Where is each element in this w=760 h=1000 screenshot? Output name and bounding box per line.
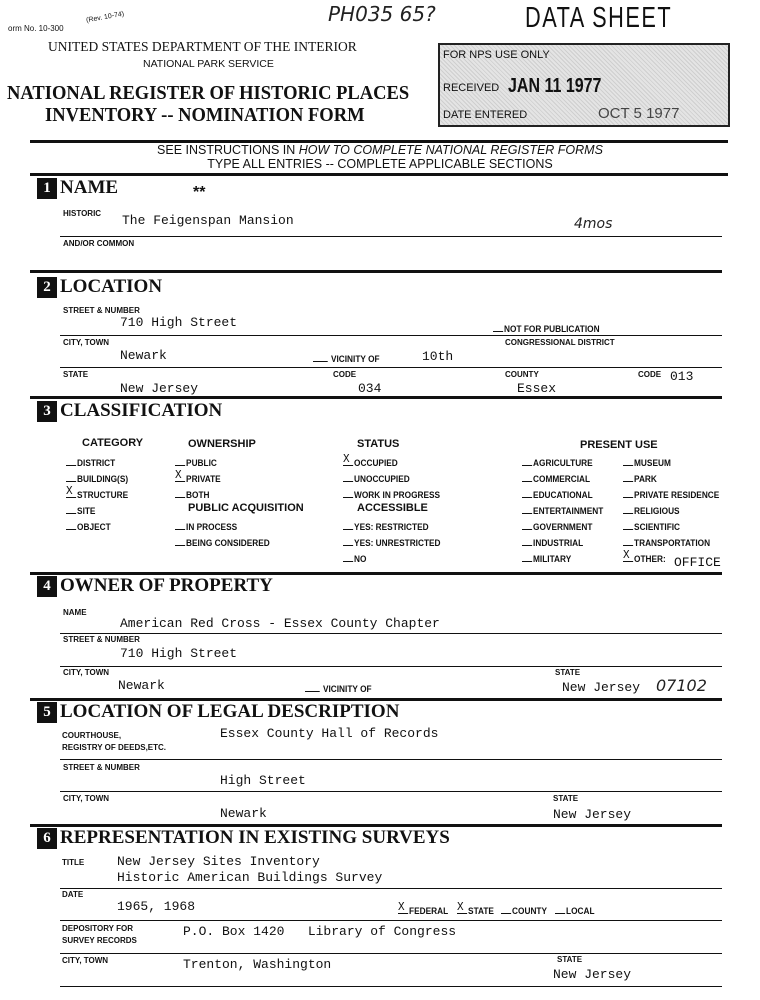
county-value: Essex <box>517 381 557 396</box>
checkbox-label: MUSEUM <box>634 458 671 468</box>
nps-heading: FOR NPS USE ONLY <box>443 49 550 61</box>
section-number: 4 <box>37 576 57 597</box>
checkbox-label: RELIGIOUS <box>634 506 680 516</box>
vicinity-checkbox[interactable] <box>313 353 380 364</box>
checkbox-label: MILITARY <box>533 554 572 564</box>
checkbox-label: VICINITY OF <box>322 684 372 694</box>
courthouse-label: COURTHOUSE, <box>62 731 122 740</box>
checkbox-military[interactable] <box>522 553 571 564</box>
courthouse-value: Essex County Hall of Records <box>220 726 439 741</box>
survey-city-label: CITY, TOWN <box>62 956 109 965</box>
checkbox-label: FEDERAL <box>409 906 449 916</box>
check-mark: X <box>456 900 464 914</box>
checkbox-other[interactable] <box>623 548 666 564</box>
checkbox-label: OBJECT <box>77 522 111 532</box>
section-number: 3 <box>37 401 57 422</box>
checkbox-label: EDUCATIONAL <box>533 490 593 500</box>
legal-city-label: CITY, TOWN <box>63 794 110 803</box>
state-code-value: 034 <box>358 381 382 396</box>
instructions-reference: HOW TO COMPLETE NATIONAL REGISTER FORMS <box>298 143 603 157</box>
owner-street-label: STREET & NUMBER <box>63 635 140 644</box>
legal-city-value: Newark <box>220 806 267 821</box>
divider <box>60 367 722 368</box>
owner-city-label: CITY, TOWN <box>63 668 110 677</box>
state-code-label: CODE <box>333 370 357 379</box>
section-surveys-header <box>37 827 450 849</box>
divider <box>60 335 722 336</box>
survey-state-label: STATE <box>557 955 583 964</box>
checkbox-label: WORK IN PROGRESS <box>354 490 441 500</box>
section-location-header <box>37 276 162 298</box>
owner-street-value: 710 High Street <box>120 646 238 661</box>
checkbox-label: OCCUPIED <box>354 458 398 468</box>
legal-state-value: New Jersey <box>553 807 632 822</box>
street-label: STREET & NUMBER <box>63 306 140 315</box>
checkbox-label: YES: RESTRICTED <box>354 522 429 532</box>
owner-name-label: NAME <box>63 608 87 617</box>
survey-title-label: TITLE <box>62 858 85 867</box>
checkbox-entertainment[interactable] <box>522 505 603 516</box>
check-mark: X <box>66 484 73 498</box>
owner-city-value: Newark <box>118 678 165 693</box>
section-title: CLASSIFICATION <box>60 400 223 421</box>
checkbox-private[interactable] <box>175 468 221 484</box>
checkbox-label: YES: UNRESTRICTED <box>354 538 441 548</box>
divider <box>60 986 722 987</box>
divider <box>60 953 722 954</box>
checkbox-agriculture[interactable] <box>522 457 593 468</box>
historic-label: HISTORIC <box>63 209 102 218</box>
section-title: LOCATION <box>60 276 163 297</box>
county-code-label: CODE <box>638 370 662 379</box>
checkbox-structure[interactable] <box>66 484 129 500</box>
section-number: 1 <box>37 178 57 199</box>
handwritten-note: 4mos <box>574 216 613 232</box>
checkbox-label: BEING CONSIDERED <box>186 538 270 548</box>
form-revision: (Rev. 10-74) <box>85 10 125 25</box>
legal-state-label: STATE <box>553 794 579 803</box>
checkbox-no[interactable] <box>343 553 366 564</box>
checkbox-yes-unrestricted[interactable] <box>343 537 441 548</box>
section-title: NAME <box>60 177 119 198</box>
handwritten-id: PH035 65? <box>328 2 436 26</box>
department: UNITED STATES DEPARTMENT OF THE INTERIOR <box>48 39 357 54</box>
congressional-district-value: 10th <box>422 349 454 364</box>
survey-records-label: SURVEY RECORDS <box>62 936 137 945</box>
divider <box>60 920 722 921</box>
checkbox-state[interactable] <box>456 900 494 916</box>
instructions-line2: TYPE ALL ENTRIES -- COMPLETE APPLICABLE SECTIONS <box>207 157 553 171</box>
checkbox-unoccupied[interactable] <box>343 473 410 484</box>
checkbox-park[interactable] <box>623 473 657 484</box>
ownership-heading: OWNERSHIP <box>188 438 256 450</box>
checkbox-being-considered[interactable] <box>175 537 270 548</box>
form-title-line2: INVENTORY -- NOMINATION FORM <box>45 105 365 126</box>
divider <box>30 396 722 399</box>
checkbox-label: PRIVATE RESIDENCE <box>634 490 720 500</box>
checkbox-label: OTHER: <box>634 554 666 564</box>
section-classification-header <box>37 400 222 422</box>
section-number: 2 <box>37 277 57 298</box>
checkbox-both[interactable] <box>175 489 210 500</box>
checkbox-commercial[interactable] <box>522 473 590 484</box>
checkbox-transportation[interactable] <box>623 537 710 548</box>
stars-mark: ** <box>193 184 206 201</box>
divider <box>60 236 722 237</box>
checkbox-in-process[interactable] <box>175 521 237 532</box>
check-mark: X <box>623 548 630 562</box>
owner-state-value: New Jersey <box>562 680 641 695</box>
checkbox-label: BOTH <box>186 490 210 500</box>
divider <box>60 791 722 792</box>
received-date: JAN 11 1977 <box>508 75 602 97</box>
checkbox-government[interactable] <box>522 521 592 532</box>
section-number: 6 <box>37 828 57 849</box>
checkbox-label: SITE <box>77 506 96 516</box>
checkbox-label: DISTRICT <box>77 458 116 468</box>
section-name-header <box>37 177 118 199</box>
owner-state-label: STATE <box>555 668 581 677</box>
form-number: orm No. 10-300 <box>8 24 64 33</box>
county-code-value: 013 <box>670 369 694 384</box>
handwritten-zip: 07102 <box>656 676 707 695</box>
instructions-line1 <box>0 143 760 157</box>
checkbox-label: NOT FOR PUBLICATION <box>504 324 600 334</box>
section-legal-header <box>37 701 399 723</box>
checkbox-county[interactable] <box>501 905 547 916</box>
registry-label: REGISTRY OF DEEDS,ETC. <box>62 743 167 752</box>
check-mark: X <box>398 900 405 914</box>
common-name-label: AND/OR COMMON <box>63 239 135 248</box>
checkbox-label: COUNTY <box>511 906 547 916</box>
accessible-heading: ACCESSIBLE <box>357 502 428 514</box>
checkbox-label: TRANSPORTATION <box>634 538 711 548</box>
section-title: REPRESENTATION IN EXISTING SURVEYS <box>60 827 450 848</box>
survey-title-2: Historic American Buildings Survey <box>117 870 383 885</box>
survey-date-label: DATE <box>62 890 84 899</box>
section-title: LOCATION OF LEGAL DESCRIPTION <box>60 701 400 722</box>
checkbox-private-residence[interactable] <box>623 489 719 500</box>
category-heading: CATEGORY <box>82 437 144 449</box>
checkbox-label: INDUSTRIAL <box>533 538 584 548</box>
checkbox-label: LOCAL <box>565 906 595 916</box>
legal-street-value: High Street <box>220 773 306 788</box>
checkbox-label: SCIENTIFIC <box>634 522 681 532</box>
survey-state-value: New Jersey <box>553 967 632 982</box>
checkbox-label: STRUCTURE <box>77 490 129 500</box>
divider <box>60 888 722 889</box>
state-value: New Jersey <box>120 381 199 396</box>
checkbox-label: COMMERCIAL <box>533 474 591 484</box>
street-value: 710 High Street <box>120 315 238 330</box>
divider <box>60 633 722 634</box>
checkbox-label: PUBLIC <box>186 458 217 468</box>
historic-name: The Feigenspan Mansion <box>122 213 294 228</box>
checkbox-federal[interactable] <box>398 900 449 916</box>
checkbox-label: ENTERTAINMENT <box>533 506 604 516</box>
depository-value: P.O. Box 1420 Library of Congress <box>183 924 457 939</box>
checkbox-object[interactable] <box>66 521 111 532</box>
checkbox-industrial[interactable] <box>522 537 583 548</box>
city-label: CITY, TOWN <box>63 338 110 347</box>
checkbox-label: AGRICULTURE <box>533 458 593 468</box>
checkbox-yes-restricted[interactable] <box>343 521 429 532</box>
checkbox-label: GOVERNMENT <box>533 522 593 532</box>
check-mark: X <box>175 468 182 482</box>
owner-vicinity-checkbox[interactable] <box>305 683 372 694</box>
county-label: COUNTY <box>505 370 539 379</box>
nps-use-box <box>438 43 730 127</box>
checkbox-building-s[interactable] <box>66 473 128 484</box>
present-use-heading: PRESENT USE <box>580 439 658 451</box>
checkbox-label: UNOCCUPIED <box>354 474 410 484</box>
received-label: RECEIVED <box>443 82 500 94</box>
survey-date-value: 1965, 1968 <box>117 899 196 914</box>
checkbox-district[interactable] <box>66 457 115 468</box>
public-acquisition-heading: PUBLIC ACQUISITION <box>188 502 304 514</box>
checkbox-occupied[interactable] <box>343 452 398 468</box>
instructions-text: SEE INSTRUCTIONS IN <box>157 143 299 157</box>
state-label: STATE <box>63 370 89 379</box>
section-owner-header <box>37 575 273 597</box>
checkbox-label: STATE <box>467 906 494 916</box>
divider <box>60 759 722 760</box>
survey-title-1: New Jersey Sites Inventory <box>117 854 320 869</box>
checkbox-label: NO <box>354 554 367 564</box>
checkbox-religious[interactable] <box>623 505 680 516</box>
date-entered-label: DATE ENTERED <box>443 109 528 121</box>
checkbox-label: IN PROCESS <box>186 522 238 532</box>
divider <box>30 270 722 273</box>
survey-city-value: Trenton, Washington <box>183 957 332 972</box>
status-heading: STATUS <box>357 438 400 450</box>
depository-label: DEPOSITORY FOR <box>62 924 133 933</box>
form-title-line1: NATIONAL REGISTER OF HISTORIC PLACES <box>7 83 410 104</box>
checkbox-label: BUILDING(S) <box>77 474 129 484</box>
other-use-value: OFFICE <box>674 555 721 570</box>
check-mark: X <box>343 452 350 466</box>
section-number: 5 <box>37 702 57 723</box>
checkbox-local[interactable] <box>555 905 595 916</box>
checkbox-scientific[interactable] <box>623 521 680 532</box>
checkbox-label: PRIVATE <box>186 474 221 484</box>
service: NATIONAL PARK SERVICE <box>143 58 274 70</box>
checkbox-museum[interactable] <box>623 457 671 468</box>
survey-level-group <box>398 900 598 916</box>
not-for-publication-checkbox[interactable] <box>493 323 600 334</box>
checkbox-public[interactable] <box>175 457 217 468</box>
divider <box>60 666 722 667</box>
checkbox-label: VICINITY OF <box>330 354 380 364</box>
checkbox-label: PARK <box>634 474 657 484</box>
city-value: Newark <box>120 348 167 363</box>
section-title: OWNER OF PROPERTY <box>60 575 273 596</box>
checkbox-educational[interactable] <box>522 489 593 500</box>
congressional-district-label: CONGRESSIONAL DISTRICT <box>505 338 615 347</box>
date-entered-value: OCT 5 1977 <box>598 105 680 122</box>
data-sheet-stamp: DATA SHEET <box>525 2 673 34</box>
legal-street-label: STREET & NUMBER <box>63 763 140 772</box>
checkbox-work-in-progress[interactable] <box>343 489 440 500</box>
owner-name-value: American Red Cross - Essex County Chapter <box>120 616 440 631</box>
checkbox-site[interactable] <box>66 505 95 516</box>
divider <box>30 173 728 176</box>
